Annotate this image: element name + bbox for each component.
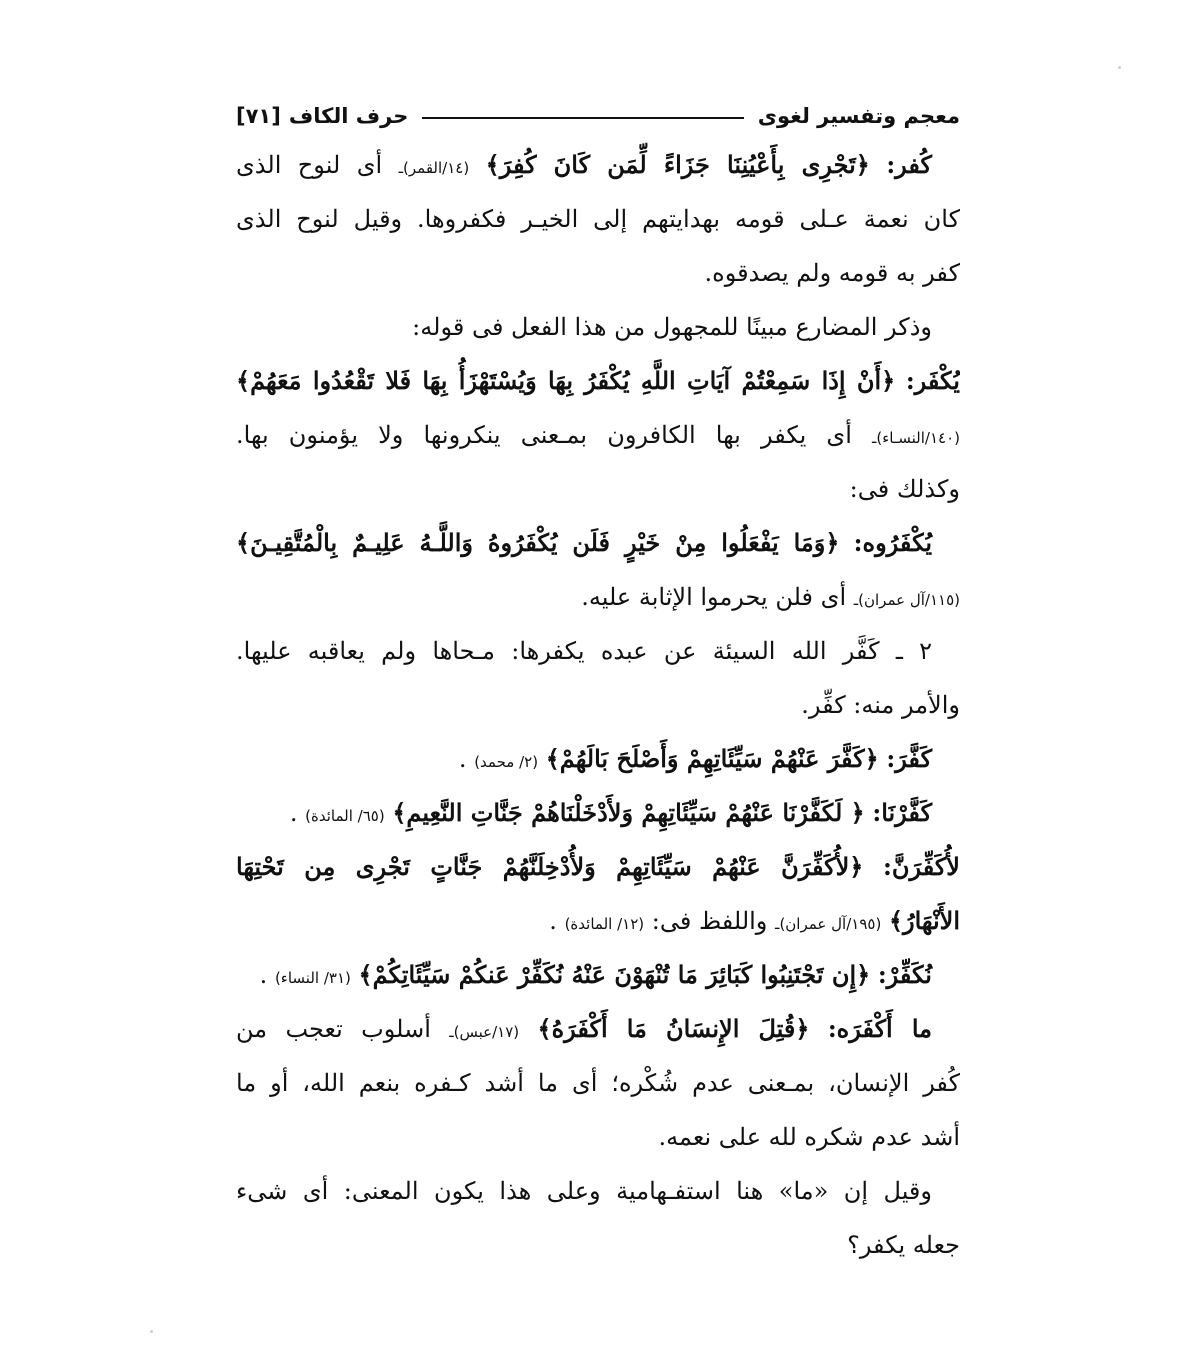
- body-text: .: [549, 907, 557, 935]
- text-line: [236, 1164, 960, 1218]
- body-text: .: [289, 799, 298, 827]
- quran-verse: ﴿ لَكَفَّرْنَا عَنْهُمْ سَيِّئَاتِهِمْ وَلأَدْخَلْنَاهُمْ جَنَّاتِ النَّعِيمِ﴾: [392, 798, 865, 827]
- scan-speck: [1118, 66, 1121, 69]
- body-text: كُفر الإنسان، بمـعنى عدم شُكْره؛ أى ما أشد كـفره بنعم الله، أو ما: [236, 1069, 960, 1097]
- body-text: وكذلك فى:: [849, 475, 960, 503]
- book-title: معجم وتفسير لغوى: [757, 104, 960, 128]
- verse-reference: (١٢/ المائدة): [564, 915, 645, 933]
- verse-reference: (٣١/ النساء): [274, 969, 351, 987]
- text-line: [236, 786, 960, 840]
- text-line: [236, 1110, 960, 1164]
- quran-verse: ﴿وَمَا يَفْعَلُوا مِنْ خَيْرٍ فَلَن يُكْفَرُوهُ وَاللَّـهُ عَلِيـمٌ بِالْمُتَّقِيـنَ﴾: [236, 528, 840, 557]
- headword: كَفَّرَ:: [886, 744, 932, 773]
- body-text: وذكر المضارع مبينًا للمجهول من هذا الفعل فى قوله:: [412, 313, 932, 341]
- text-line: [236, 894, 960, 948]
- body-text: واللفظ فى:: [651, 907, 768, 935]
- body-text: .: [458, 745, 467, 773]
- verse-reference: (١٩٥/آل عمران)ـ: [775, 915, 882, 933]
- headword: لأُكَفِّرَنَّ:: [883, 852, 960, 881]
- body-text: والأمر منه: كفِّر.: [801, 691, 960, 719]
- text-line: [236, 192, 960, 246]
- body-text: أسلوب تعجب من: [236, 1015, 431, 1043]
- headword: كَفَّرْنَا:: [872, 798, 932, 827]
- body-text: جعله يكفر؟: [847, 1231, 960, 1259]
- body-text: كفر به قومه ولم يصدقوه.: [704, 259, 960, 287]
- quran-verse: الأَنْهَارُ﴾: [888, 906, 960, 935]
- text-line: [236, 1002, 960, 1056]
- body-text: ٢ ـ كَفَّر الله السيئة عن عبده يكفرها: مـحاها ولم يعاقبه عليها.: [236, 637, 933, 665]
- body-text: أى لنوح الذى: [236, 151, 383, 179]
- verse-reference: (١٧/عبس)ـ: [449, 1023, 520, 1041]
- body-text: وقيل إن «ما» هنا استفـهامية وعلى هذا يكون المعنى: أى شىء: [236, 1177, 932, 1205]
- headword: كُفر:: [886, 150, 932, 179]
- text-line: [236, 570, 960, 624]
- text-line: [236, 246, 960, 300]
- verse-reference: (٢/ محمد): [474, 753, 539, 771]
- verse-reference: (١١٥/آل عمران)ـ: [853, 591, 960, 609]
- body-text: أى يكفر بها الكافرون بمـعنى ينكرونها ولا يؤمنون بها.: [236, 421, 852, 449]
- text-line: [236, 354, 960, 408]
- quran-verse: ﴿قُتِلَ الإِنسَانُ مَا أَكْفَرَهُ﴾: [537, 1014, 810, 1043]
- headword: يُكْفَر:: [905, 366, 960, 395]
- body-text: كان نعمة عـلى قومه بهدايتهم إلى الخيـر فكفروها. وقيل لنوح الذى: [236, 205, 960, 233]
- page-number: [٧١]: [236, 104, 281, 128]
- headword: ما أَكْفَرَه:: [827, 1014, 932, 1043]
- verse-reference: (١٤/القمر)ـ: [398, 159, 470, 177]
- text-line: [236, 1056, 960, 1110]
- text-line: [236, 624, 960, 678]
- text-line: [236, 948, 960, 1002]
- text-line: [236, 1218, 960, 1272]
- text-line: [236, 300, 960, 354]
- text-line: [236, 732, 960, 786]
- document-page: [236, 96, 960, 1272]
- text-line: [236, 678, 960, 732]
- scan-speck: [150, 1330, 153, 1333]
- header-rule: [422, 117, 743, 119]
- text-line: [236, 462, 960, 516]
- verse-reference: (١٤٠/النسـاء)ـ: [872, 429, 960, 447]
- text-line: [236, 408, 960, 462]
- quran-verse: ﴿أَنْ إِذَا سَمِعْتُمْ آيَاتِ اللَّهِ يُكْفَرُ بِهَا وَيُسْتَهْزَأُ بِهَا فَلا تَقْعُدُوا مَعَهُمْ﴾: [236, 366, 896, 395]
- body-text: أى فلن يحرموا الإثابة عليه.: [581, 583, 847, 611]
- body-text: أشد عدم شكره لله على نعمه.: [658, 1123, 960, 1151]
- headword: يُكْفَرُوه:: [853, 528, 932, 557]
- section-title: حرف الكاف: [288, 104, 409, 128]
- quran-verse: ﴿لأُكَفِّرَنَّ عَنْهُمْ سَيِّئَاتِهِمْ وَلأُدْخِلَنَّهُمْ جَنَّاتٍ تَجْرِى مِن تَحْتِهَا: [236, 852, 864, 881]
- verse-reference: (٦٥/ المائدة): [305, 807, 385, 825]
- text-line: [236, 138, 960, 192]
- running-header: [236, 96, 960, 136]
- headword: نُكَفِّرْ:: [877, 960, 932, 989]
- text-line: [236, 840, 960, 894]
- text-line: [236, 516, 960, 570]
- body-text: .: [259, 961, 268, 989]
- quran-verse: ﴿تَجْرِى بِأَعْيُنِنَا جَزَاءً لِّمَن كَانَ كُفِرَ﴾: [485, 150, 870, 179]
- quran-verse: ﴿إِن تَجْتَنِبُوا كَبَائِرَ مَا تُنْهَوْنَ عَنْهُ نُكَفِّرْ عَنكُمْ سَيِّئَاتِكُمْ﴾: [358, 960, 871, 989]
- quran-verse: ﴿كَفَّرَ عَنْهُمْ سَيِّئَاتِهِمْ وَأَصْلَحَ بَالَهُمْ﴾: [545, 744, 879, 773]
